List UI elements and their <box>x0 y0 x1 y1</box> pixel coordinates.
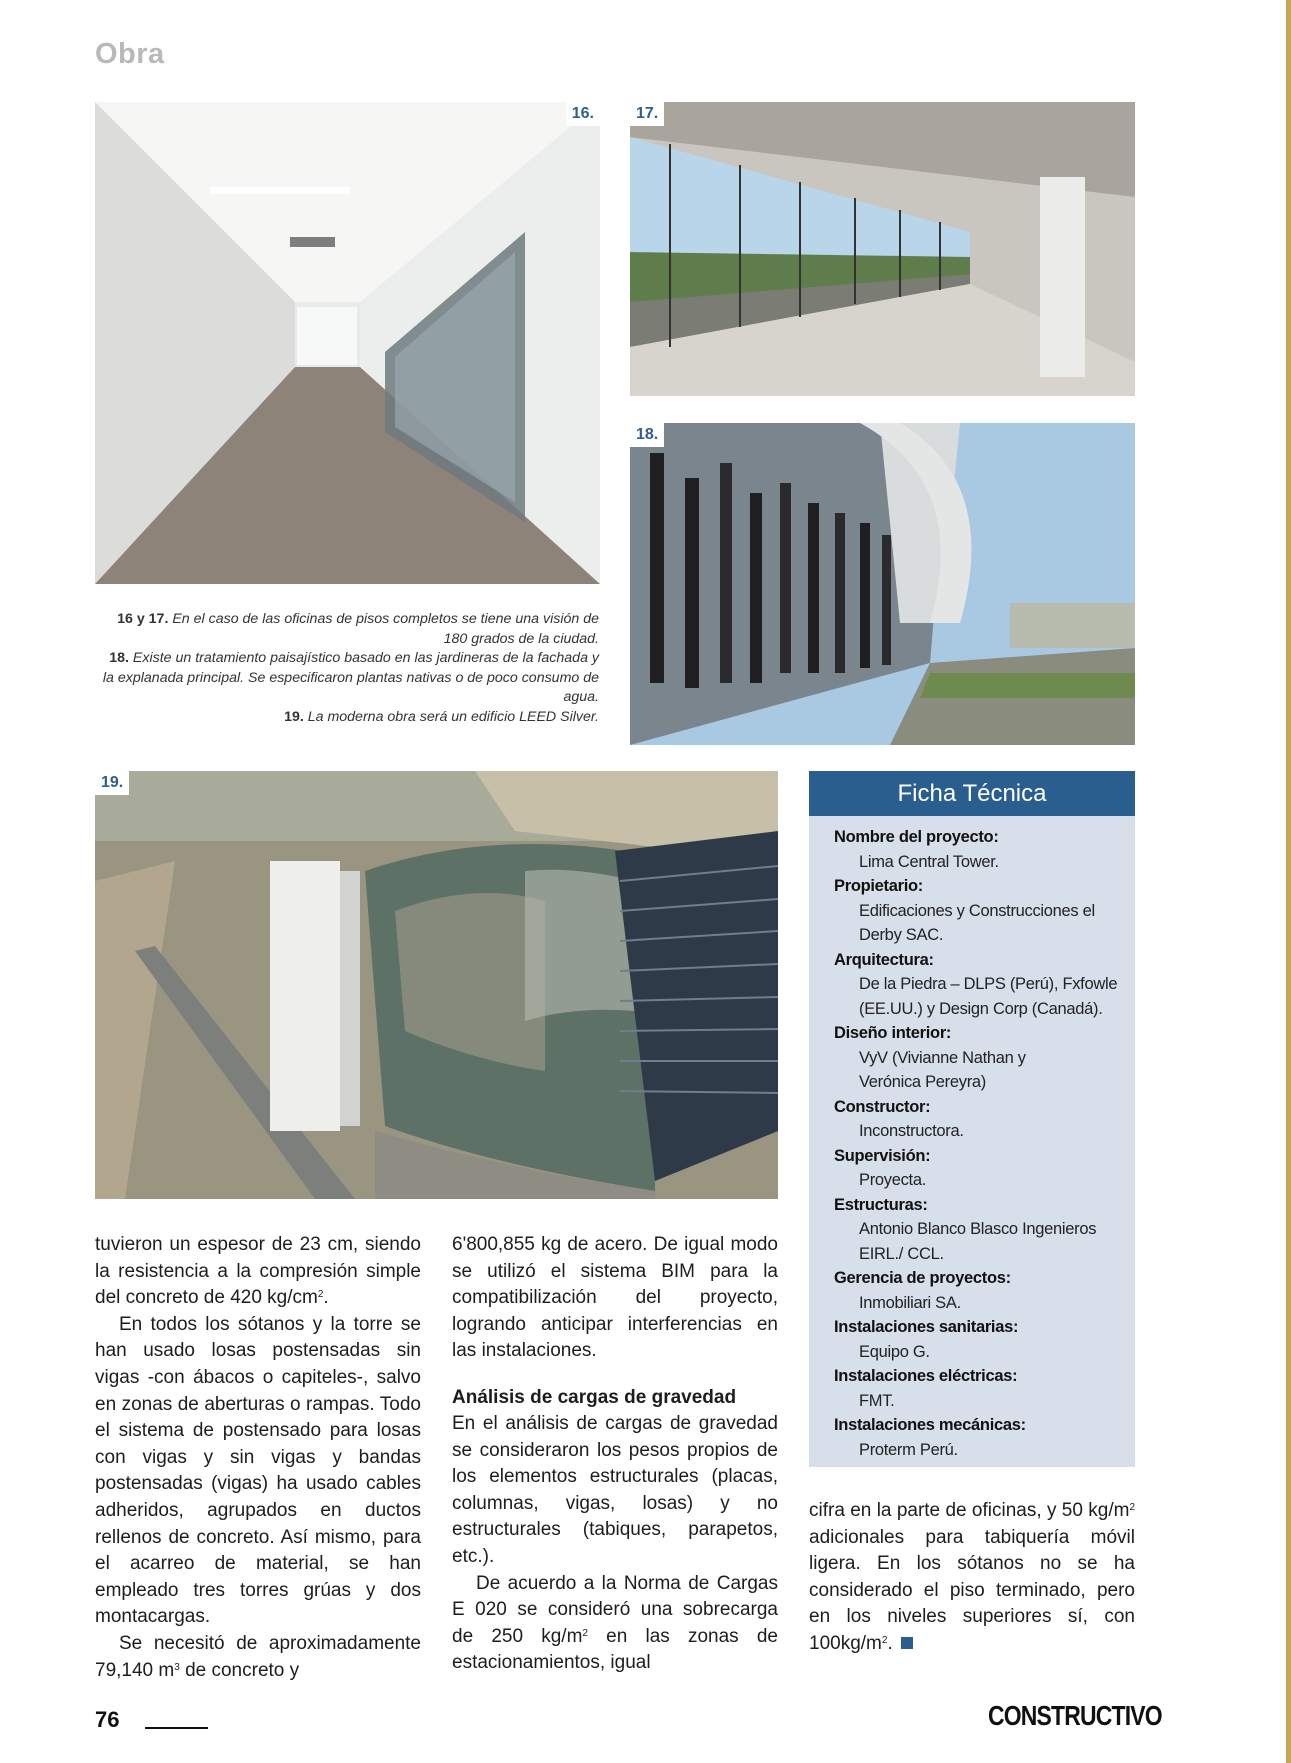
caption-text: Existe un tratamiento paisajístico basado en las jardineras de la fachada y la explanada principal. Se especificaron plantas nativas o de poco consumo de agua. <box>102 650 599 705</box>
photo-18-facade <box>630 423 1135 745</box>
photo-16-corridor <box>95 102 600 584</box>
ficha-label: Instalaciones eléctricas: <box>834 1367 1018 1385</box>
ficha-value: VyV (Vivianne Nathan y <box>859 1048 1026 1067</box>
photo-17-windows <box>630 102 1135 396</box>
section-label: Obra <box>95 38 165 70</box>
photo-number: 19. <box>95 771 129 795</box>
caption-ref: 16 y 17. <box>117 611 169 627</box>
ficha-value: Proterm Perú. <box>859 1440 958 1459</box>
text-column-2 <box>452 1232 778 1677</box>
ficha-label: Constructor: <box>834 1097 931 1116</box>
ficha-value: Equipo G. <box>859 1342 930 1361</box>
page-number: 76 <box>95 1707 120 1732</box>
photo-number: 18. <box>630 423 664 447</box>
end-of-article-mark <box>901 1637 913 1649</box>
ficha-label: Propietario: <box>834 877 923 895</box>
page-number-rule <box>145 1727 208 1729</box>
ficha-label: Instalaciones mecánicas: <box>834 1416 1026 1434</box>
ficha-list <box>809 816 1135 1462</box>
ficha-value: De la Piedra – DLPS (Perú), Fxfowle <box>859 975 1118 993</box>
text: adicionales para tabiquería móvil ligera. En los sótanos no se ha considerado el piso terminado, pero en los niveles superiores sí, con 100kg/m <box>809 1526 1135 1654</box>
text: . <box>887 1632 893 1654</box>
paragraph <box>452 1571 778 1677</box>
photo-19-aerial <box>95 771 778 1199</box>
ficha-title: Ficha Técnica <box>809 771 1135 816</box>
superscript: 2 <box>1129 1502 1135 1513</box>
text: De acuerdo a la Norma de Cargas E 020 se consideró una sobrecarga de 250 kg/m <box>452 1572 778 1647</box>
ficha-label: Estructuras: <box>834 1195 928 1214</box>
ficha-label: Supervisión: <box>834 1146 931 1165</box>
paragraph <box>809 1498 1135 1658</box>
paragraph: En todos los sótanos y la torre se han usado losas postensadas sin vigas -con ábacos o capiteles-, salvo en zonas de aberturas o rampas. Todo el sistema de postensado para losas con vigas y sin vigas y bandas postensadas (vigas) ha usado cables adheridos, agrupados en ductos rellenos de concreto. Así mismo, para el acarreo de material, se han empleado tres torres grúas y dos montacargas. <box>95 1313 421 1628</box>
magazine-name: CONSTRUCTIVO <box>988 1700 1162 1731</box>
paragraph <box>95 1631 421 1684</box>
ficha-label: Arquitectura: <box>834 950 934 969</box>
page-edge-strip <box>1286 0 1291 1763</box>
caption-ref: 18. <box>109 650 129 666</box>
text: cifra en la parte de oficinas, y 50 kg/m <box>809 1500 1130 1521</box>
ficha-value: Derby SAC. <box>859 926 944 944</box>
superscript: 3 <box>174 1661 180 1673</box>
ficha-label: Gerencia de proyectos: <box>834 1269 1011 1287</box>
text: tuvieron un espesor de 23 cm, siendo la resistencia a la compresión simple del concreto de 420 kg/cm <box>95 1234 421 1309</box>
ficha-value: Verónica Pereyra) <box>859 1073 986 1091</box>
ficha-value: (EE.UU.) y Design Corp (Canadá). <box>859 999 1103 1018</box>
text: Se necesitó de aproximadamente 79,140 m <box>95 1632 421 1681</box>
ficha-label: Diseño interior: <box>834 1024 952 1042</box>
text: en las zonas de estacionamientos, igual <box>452 1625 778 1674</box>
text-column-1 <box>95 1232 421 1684</box>
ficha-value: Edificaciones y Construcciones el <box>859 901 1095 920</box>
ficha-value: Inconstructora. <box>859 1122 964 1140</box>
paragraph: En el análisis de cargas de gravedad se consideraron los pesos propios de los elementos estructurales (placas, columnas, vigas, losas) y no estructurales (tabiques, parapetos, etc.). <box>452 1412 778 1567</box>
ficha-value: Inmobiliari SA. <box>859 1293 961 1312</box>
ficha-value: EIRL./ CCL. <box>859 1244 944 1263</box>
caption-text: La moderna obra será un edificio LEED Silver. <box>303 708 599 725</box>
ficha-value: Lima Central Tower. <box>859 852 999 871</box>
ficha-label: Instalaciones sanitarias: <box>834 1318 1019 1336</box>
superscript: 2 <box>881 1634 888 1646</box>
photo-number: 16. <box>566 102 600 126</box>
text-column-3 <box>809 1498 1135 1658</box>
ficha-value: Proyecta. <box>859 1171 926 1189</box>
ficha-tecnica-box <box>809 771 1135 1467</box>
section-heading: Análisis de cargas de gravedad <box>452 1386 737 1408</box>
superscript: 2 <box>582 1627 588 1639</box>
paragraph: 6'800,855 kg de acero. De igual modo se utilizó el sistema BIM para la compatibilización del proyecto, logrando anticipar interferencias en las instalaciones. <box>452 1234 778 1362</box>
ficha-value: Antonio Blanco Blasco Ingenieros <box>859 1220 1097 1238</box>
photo-number: 17. <box>630 102 664 126</box>
caption-text: En el caso de las oficinas de pisos completos se tiene una visión de 180 grados de la ciudad. <box>168 611 599 647</box>
text: de concreto y <box>179 1659 300 1681</box>
ficha-value: FMT. <box>859 1391 895 1410</box>
text: . <box>323 1287 329 1309</box>
caption-ref: 19. <box>284 708 304 725</box>
photo-caption <box>95 610 599 727</box>
paragraph <box>95 1232 421 1312</box>
superscript: 2 <box>317 1289 324 1301</box>
ficha-label: Nombre del proyecto: <box>834 828 999 846</box>
